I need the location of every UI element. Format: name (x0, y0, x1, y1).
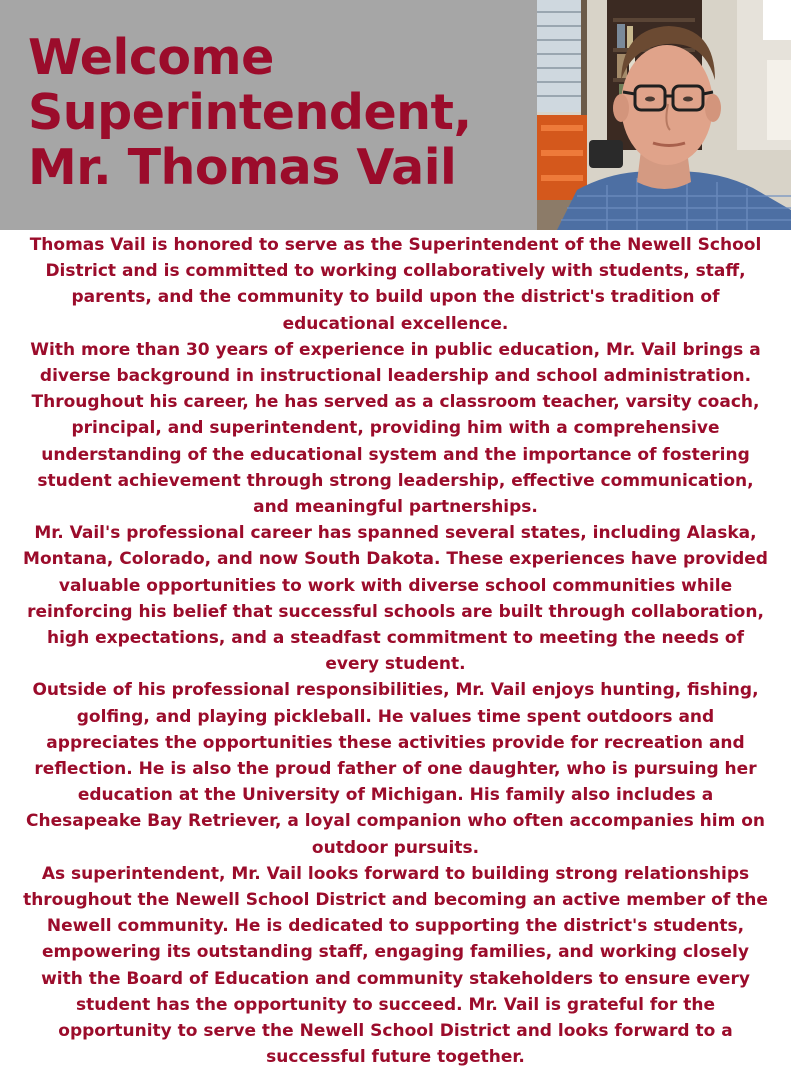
bio-text (0, 230, 791, 1071)
bio-paragraph-1: Thomas Vail is honored to serve as the Superintendent of the Newell School District and is committed to working collaboratively with students, staff, parents, and the community to build upon the district's tradition of educational excellence. (29, 235, 762, 334)
bio-paragraph-5: As superintendent, Mr. Vail looks forward to building strong relationships throughout the Newell School District and becoming an active member of the Newell community. He is dedicated to supporting the district's students, empowering its outstanding staff, engaging families, and working closely with the Board of Education and community stakeholders to ensure every student has the opportunity to succeed. Mr. Vail is grateful for the opportunity to serve the Newell School District and looks forward to a successful future together. (23, 863, 768, 1068)
title-line-3: Mr. Thomas Vail (28, 139, 457, 196)
portrait-photo (537, 0, 791, 230)
header-banner (0, 0, 791, 230)
title-line-2: Superintendent, (28, 84, 472, 141)
bio-paragraph-4: Outside of his professional responsibilities, Mr. Vail enjoys hunting, fishing, golfing, and playing pickleball. He values time spent outdoors and appreciates the opportunities these activities provide for recreation and reflection. He is also the proud father of one daughter, who is pursuing her education at the University of Michigan. His family also includes a Chesapeake Bay Retriever, a loyal companion who often accompanies him on outdoor pursuits. (25, 680, 766, 858)
bio-paragraph-2: With more than 30 years of experience in public education, Mr. Vail brings a diverse background in instructional leadership and school administration. Throughout his career, he has served as a classroom teacher, varsity coach, principal, and superintendent, providing him with a comprehensive understanding of the educational system and the importance of fostering student achievement through strong leadership, effective communication, and meaningful partnerships. (30, 339, 761, 518)
title-line-1: Welcome (28, 29, 274, 86)
bio-paragraph-3: Mr. Vail's professional career has spanned several states, including Alaska, Montana, Colorado, and now South Dakota. These experiences have provided valuable opportunities to work with diverse school communities while reinforcing his belief that successful schools are built through collaboration, high expectations, and a steadfast commitment to meeting the needs of every student. (23, 523, 768, 675)
page-title (28, 30, 472, 195)
